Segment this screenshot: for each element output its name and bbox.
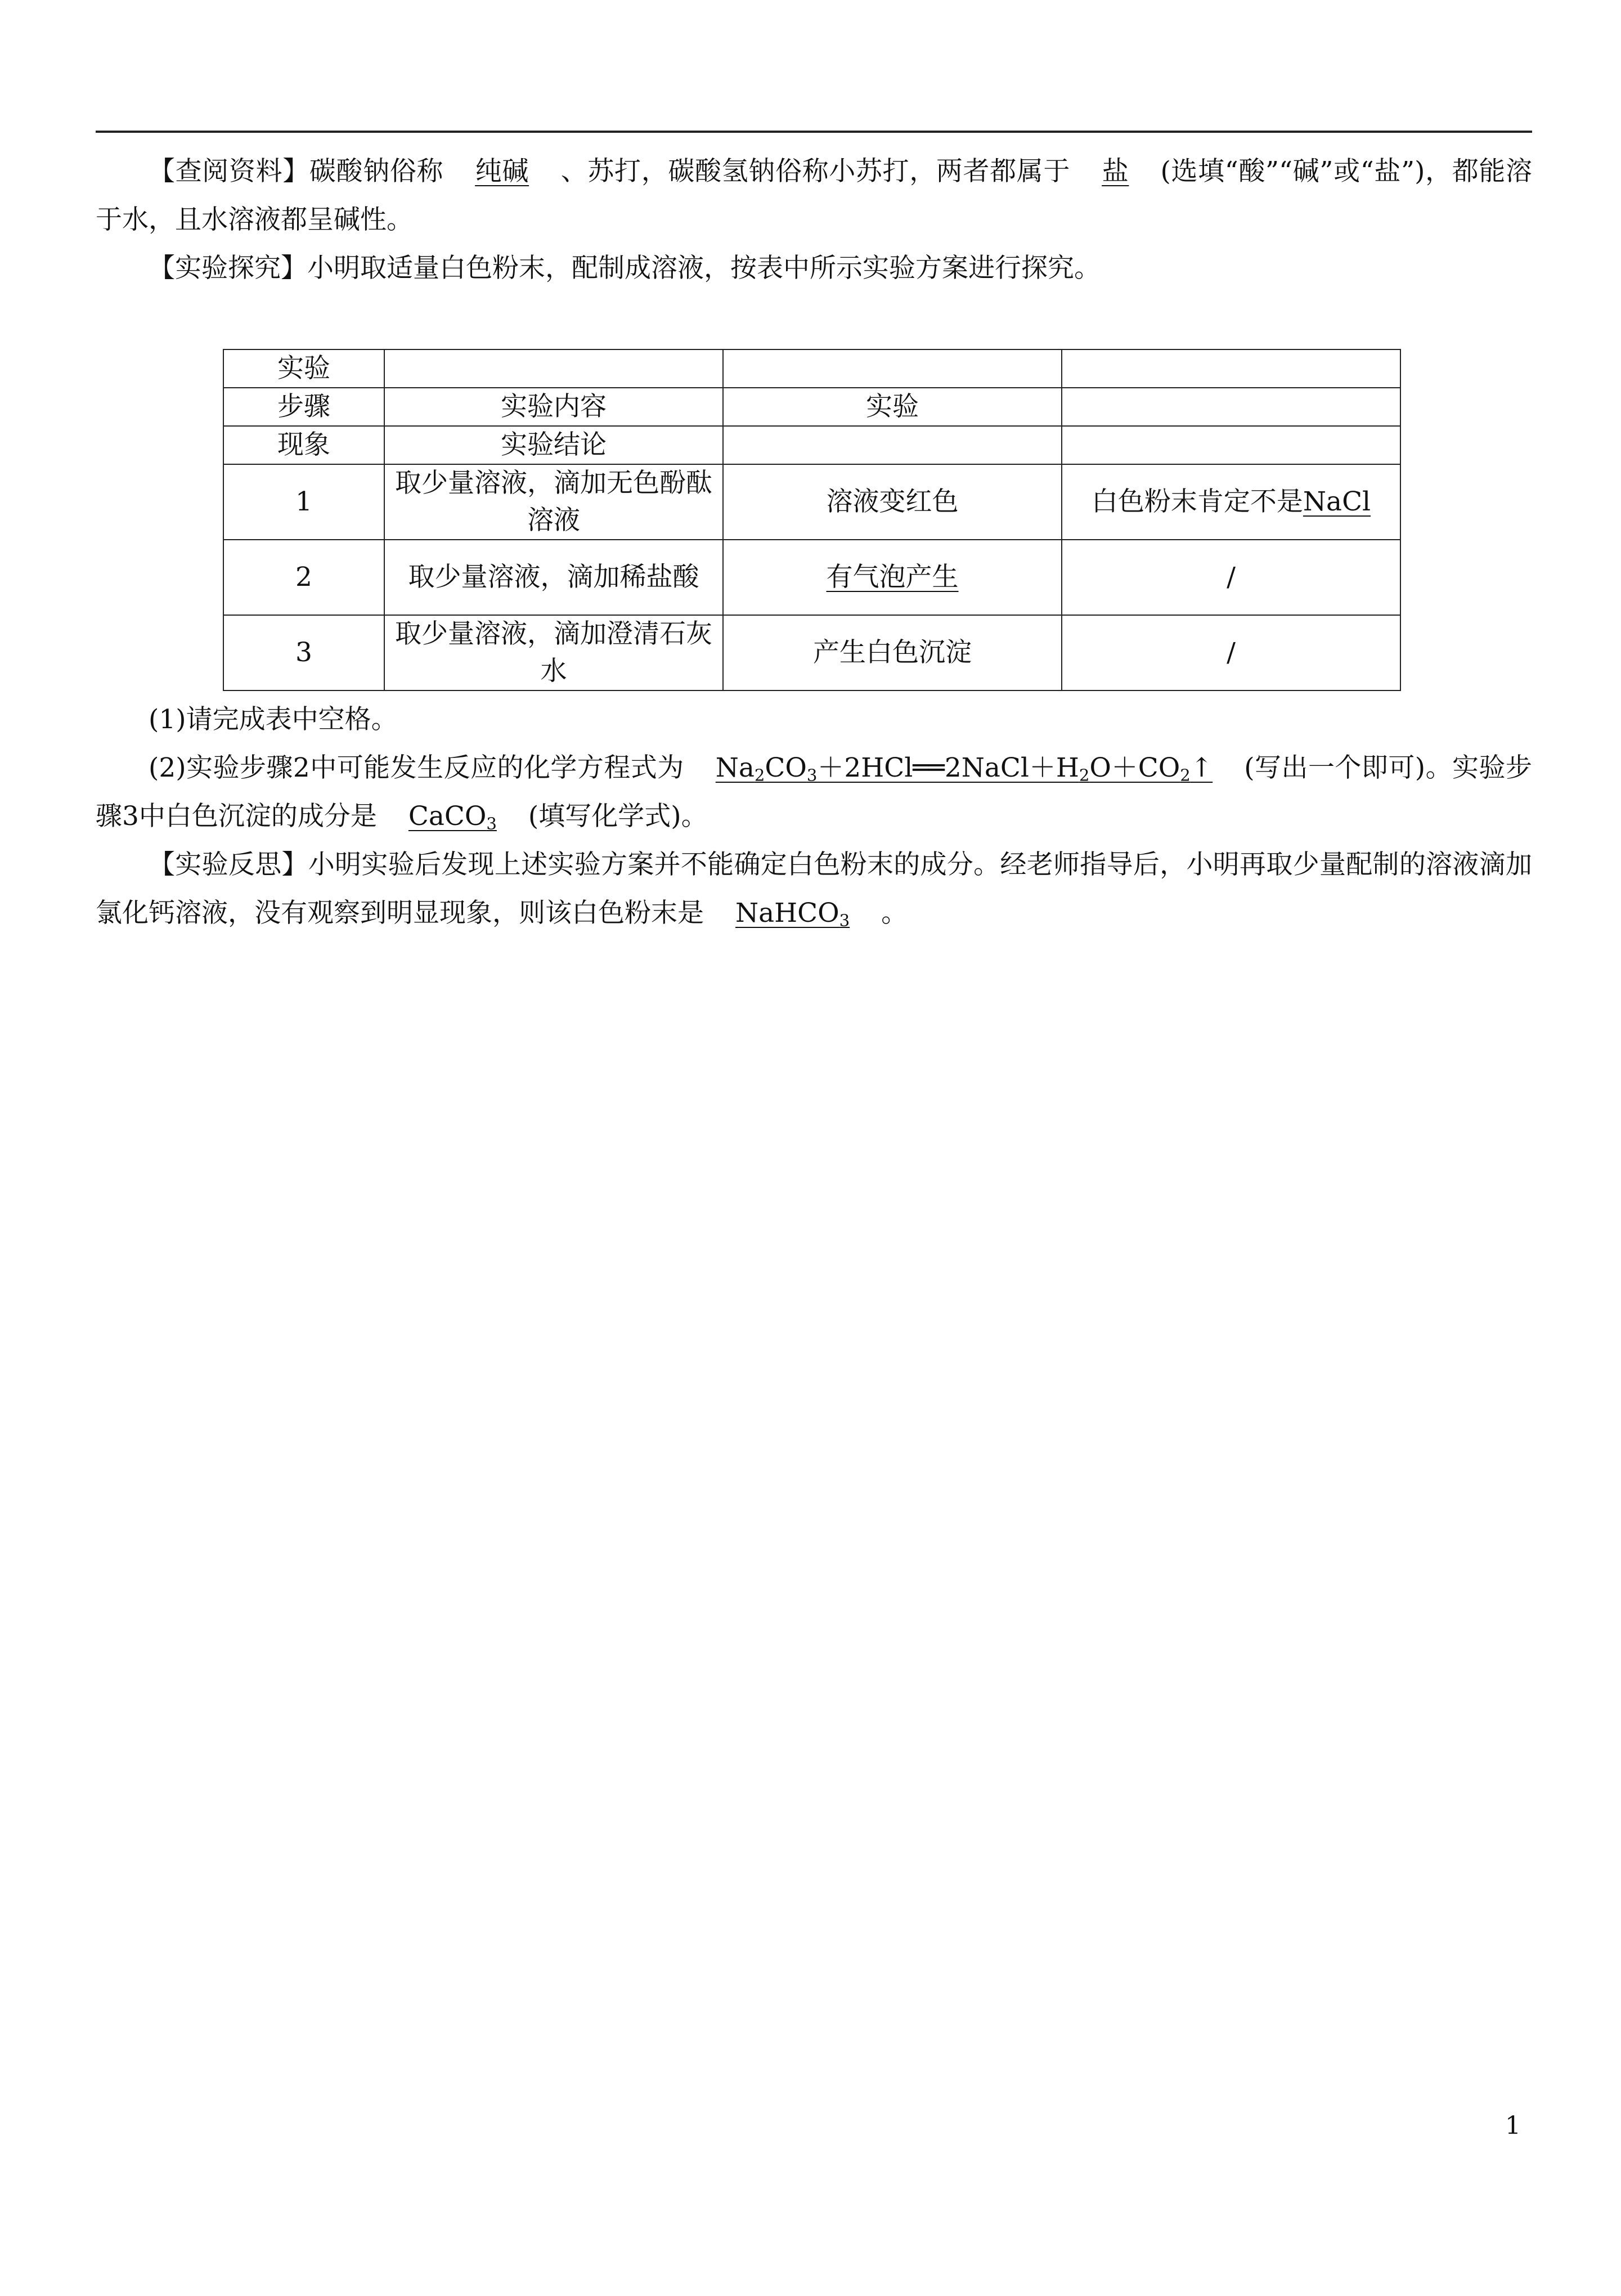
exploration-paragraph: 【实验探究】小明取适量白色粉末，配制成溶液，按表中所示实验方案进行探究。 — [149, 253, 1101, 284]
reference-text-2: 、苏打，碳酸氢钠俗称小苏打，两者都属于 — [560, 156, 1071, 187]
table-row — [223, 388, 1400, 426]
table-row — [223, 349, 1400, 388]
question-1: (1)请完成表中空格。 — [149, 704, 398, 735]
table-row — [223, 615, 1400, 690]
table-row — [223, 426, 1400, 464]
answer-blank-salt: 盐 — [1102, 156, 1129, 187]
step-number: 1 — [223, 464, 384, 540]
reflection-text-2: 。 — [881, 898, 908, 929]
step-content: 取少量溶液，滴加澄清石灰水 — [384, 615, 723, 690]
step-content: 取少量溶液，滴加无色酚酞溶液 — [384, 464, 723, 540]
table-row — [223, 464, 1400, 540]
step-number: 3 — [223, 615, 384, 690]
table-cell-empty — [384, 349, 723, 388]
step-number: 2 — [223, 540, 384, 615]
answer-blank-soda-ash: 纯碱 — [475, 156, 529, 187]
reference-text-3: (选填“酸”“碱”或“盐”)，都能溶于水，且水溶液都呈碱性。 — [96, 156, 1533, 235]
step-conclusion: / — [1062, 615, 1400, 690]
page-number: 1 — [1505, 2111, 1521, 2140]
table-header-cell: 实验 — [223, 349, 384, 388]
step-content: 取少量溶液，滴加稀盐酸 — [384, 540, 723, 615]
step-phenomenon — [723, 540, 1062, 615]
table-header-cell: 实验 — [723, 388, 1062, 426]
step-conclusion — [1062, 464, 1400, 540]
answer-blank-equation: $Na_2CO_3+2HCl══2NaCl+H_2O+CO_2↑$ — [715, 752, 1213, 785]
question-2-text-2: (写出一个即可)。实验步骤3中白色沉淀的成分是 — [96, 752, 1532, 832]
question-2-text-3: (填写化学式)。 — [528, 801, 708, 832]
table-header-cell: 现象 — [223, 426, 384, 464]
table-cell-empty — [723, 426, 1062, 464]
answer-blank-caco3: CaCO$_3$ — [408, 801, 497, 833]
reference-text-1: 【查阅资料】碳酸钠俗称 — [149, 156, 444, 187]
document-body — [96, 147, 1532, 938]
reference-paragraph — [96, 147, 1532, 244]
step-phenomenon: 产生白色沉淀 — [723, 615, 1062, 690]
question-2 — [96, 744, 1532, 841]
table-cell-empty — [723, 349, 1062, 388]
reflection-paragraph — [96, 841, 1532, 938]
table-header-cell: 实验结论 — [384, 426, 723, 464]
table-row — [223, 540, 1400, 615]
table-cell-empty — [1062, 426, 1400, 464]
experiment-table — [223, 349, 1401, 691]
answer-blank-bubbles: 有气泡产生 — [826, 562, 959, 593]
conclusion-text: 白色粉末肯定不是 — [1091, 486, 1303, 517]
answer-blank-nacl: NaCl — [1303, 486, 1371, 517]
table-header-cell: 实验内容 — [384, 388, 723, 426]
header-rule — [96, 131, 1532, 133]
step-conclusion: / — [1062, 540, 1400, 615]
table-cell-empty — [1062, 388, 1400, 426]
table-header-cell: 步骤 — [223, 388, 384, 426]
table-cell-empty — [1062, 349, 1400, 388]
step-phenomenon: 溶液变红色 — [723, 464, 1062, 540]
answer-blank-nahco3: NaHCO$_3$ — [735, 898, 850, 930]
question-2-text-1: (2)实验步骤2中可能发生反应的化学方程式为 — [149, 752, 684, 783]
reflection-text-1: 【实验反思】小明实验后发现上述实验方案并不能确定白色粉末的成分。经老师指导后，小明再取少量配制的溶液滴加氯化钙溶液，没有观察到明显现象，则该白色粉末是 — [96, 849, 1532, 929]
